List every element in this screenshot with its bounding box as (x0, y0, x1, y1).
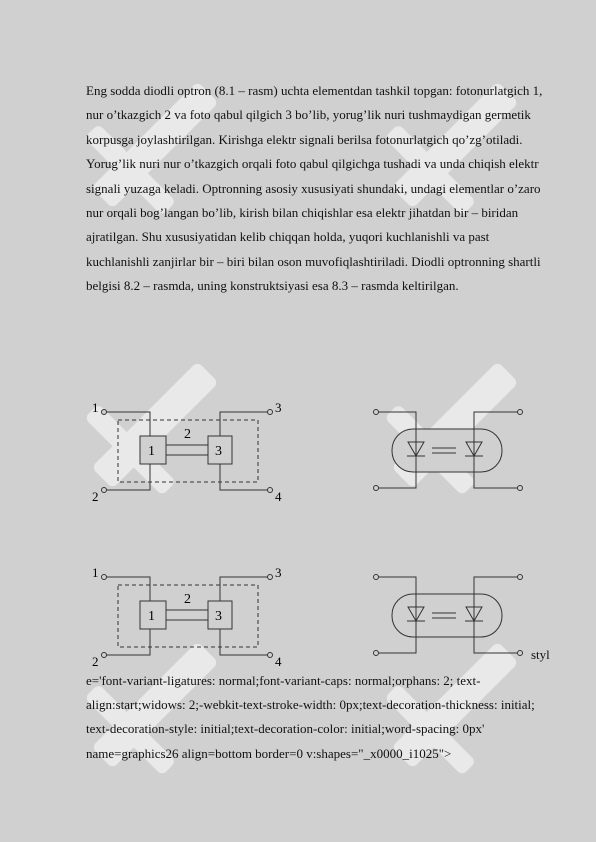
pin-label-2: 2 (92, 489, 99, 504)
pin-label-2: 2 (92, 654, 99, 669)
optron-structure-diagram-1 (90, 398, 290, 504)
optron-structure-diagram-2 (90, 563, 290, 669)
emitter-label: 1 (148, 609, 155, 624)
pin-label-1: 1 (92, 565, 99, 580)
body-paragraph: Eng sodda diodli optron (8.1 – rasm) uchta elementdan tashkil topgan: fotonurlatgich 1, nur o’tkazgich 2 va foto qabul qilgich 3 bo’lib, yorug’lik nuri tushmaydigan germetik korpusga joylashtirilgan. Kirishga elektr signali berilsa fotonurlatgich qo’zg’otiladi. Yorug’lik nuri nur o’tkazgich orqali foto qabul qilgichga tushadi va unda chiqish elektr signali yuzaga keladi. Optronning asosiy xususiyati shundaki, undagi elementlar o’zaro nur orqali bog’langan bo’lib, kirish bilan chiqishlar esa elektr jihatdan bir – biridan ajratilgan. Shu xususiyatidan kelib chiqqan holda, yuqori kuchlanishli va past kuchlanishli zanjirlar bir – biri bilan oson muvofiqlashtiriladi. Diodli optronning shartli belgisi 8.2 – rasmda, uning konstruktsiyasi esa 8.3 – rasmda keltirilgan. (86, 83, 543, 294)
receiver-label: 3 (215, 609, 222, 624)
stray-markup-text: e='font-variant-ligatures: normal;font-variant-caps: normal;orphans: 2; text-align:start;widows: 2;-webkit-text-stroke-width: 0px;text-decoration-thickness: initial; text-decoration-style: initial;text-decoration-color: initial;word-spacing: 0px' name=graphics26 align=bottom border=0 v:shapes="_x0000_i1025"> (86, 673, 535, 761)
receiver-label: 3 (215, 444, 222, 459)
emitter-label: 1 (148, 444, 155, 459)
pin-label-4: 4 (275, 654, 282, 669)
optron-symbol-diagram-1 (370, 402, 530, 497)
pin-label-1: 1 (92, 400, 99, 415)
lightguide-label: 2 (184, 592, 191, 607)
lightguide-label: 2 (184, 427, 191, 442)
optron-symbol-diagram-2 (370, 567, 530, 662)
pin-label-3: 3 (275, 400, 282, 415)
pin-label-3: 3 (275, 565, 282, 580)
stray-text-styl: styl (531, 647, 550, 662)
pin-label-4: 4 (275, 489, 282, 504)
